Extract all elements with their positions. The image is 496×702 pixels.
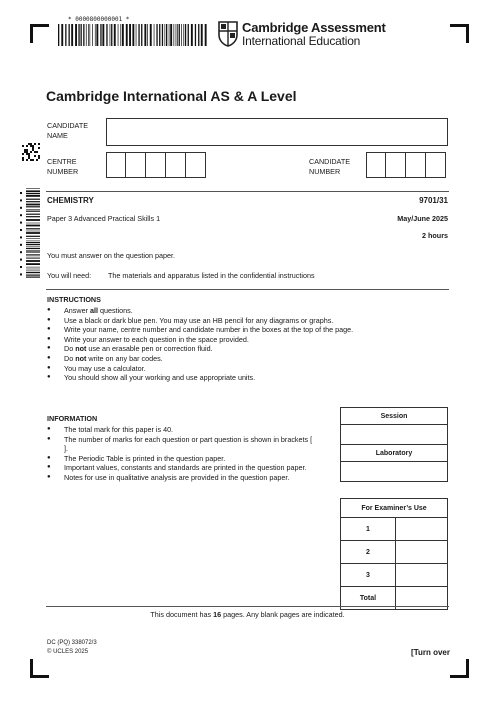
list-item: ● Do not use an erasable pen or correction fluid. [47, 344, 447, 354]
brand-name-line1: Cambridge Assessment [242, 20, 386, 35]
laboratory-label: Laboratory [341, 445, 448, 462]
list-item: ● Write your answer to each question in the space provided. [47, 335, 447, 345]
centre-number-boxes[interactable] [106, 152, 206, 178]
qr-code [22, 143, 40, 161]
information-list [47, 425, 329, 483]
crop-mark-top-right [450, 24, 469, 43]
page-count-text: pages. Any blank pages are indicated. [221, 610, 345, 619]
page-title: Cambridge International AS & A Level [46, 88, 297, 104]
examiner-row-label: 2 [341, 541, 396, 564]
page-count-text: This document has [150, 610, 214, 619]
list-item: ● Important values, constants and standards are printed in the question paper. [47, 463, 316, 473]
candidate-number-label: CANDIDATE NUMBER [309, 157, 350, 176]
subject: CHEMISTRY [47, 196, 94, 205]
list-item: ● Use a black or dark blue pen. You may use an HB pencil for any diagrams or graphs. [47, 316, 447, 326]
examiner-mark-cell[interactable] [396, 564, 448, 587]
candidate-number-box[interactable] [426, 152, 446, 178]
candidate-number-box[interactable] [406, 152, 426, 178]
list-item: ● You should show all your working and use appropriate units. [47, 373, 447, 383]
list-item: ● Write your name, centre number and candidate number in the boxes at the top of the page. [47, 325, 447, 335]
centre-number-label: CENTRE NUMBER [47, 157, 79, 176]
session-field[interactable] [341, 425, 448, 445]
candidate-name-label: CANDIDATE NAME [47, 121, 88, 140]
examiner-row-label: Total [341, 587, 396, 610]
side-barcode [18, 188, 40, 280]
crop-mark-bottom-right [450, 659, 469, 678]
page-count-note [46, 610, 449, 619]
examiner-mark-cell[interactable] [396, 518, 448, 541]
examiner-row-label: 1 [341, 518, 396, 541]
list-item: ● Do not write on any bar codes. [47, 354, 447, 364]
barcode-text: * 0000800000001 * [68, 16, 130, 23]
document-code: DC (PQ) 338072/3 [47, 640, 97, 646]
shield-logo-icon [218, 21, 238, 47]
paper-code: 9701/31 [419, 196, 448, 205]
centre-number-box[interactable] [126, 152, 146, 178]
examiner-heading: For Examiner’s Use [341, 499, 448, 518]
must-answer-note: You must answer on the question paper. [47, 251, 175, 260]
centre-number-box[interactable] [186, 152, 206, 178]
session-table [340, 407, 448, 482]
examiner-mark-cell[interactable] [396, 541, 448, 564]
paper-title: Paper 3 Advanced Practical Skills 1 [47, 214, 161, 223]
list-item: ● Answer all questions. [47, 306, 447, 316]
list-item: ● The total mark for this paper is 40. [47, 425, 329, 435]
instructions-heading: INSTRUCTIONS [47, 295, 101, 304]
centre-number-box[interactable] [146, 152, 166, 178]
you-will-need-value: The materials and apparatus listed in the confidential instructions [108, 271, 315, 280]
crop-mark-bottom-left [30, 659, 49, 678]
laboratory-field[interactable] [341, 462, 448, 482]
candidate-number-boxes[interactable] [366, 152, 446, 178]
examiner-row-label: 3 [341, 564, 396, 587]
candidate-name-box[interactable] [106, 118, 448, 146]
divider [46, 289, 449, 290]
turn-over: [Turn over [411, 648, 450, 657]
candidate-number-box[interactable] [366, 152, 386, 178]
paper-session: May/June 2025 [397, 214, 448, 223]
candidate-number-box[interactable] [386, 152, 406, 178]
list-item: ● The Periodic Table is printed in the question paper. [47, 454, 329, 464]
brand-name-line2: International Education [242, 34, 361, 48]
divider [46, 191, 449, 192]
instructions-list [47, 306, 447, 383]
centre-number-box[interactable] [106, 152, 126, 178]
examiner-table [340, 498, 448, 610]
copyright: © UCLES 2025 [47, 649, 89, 655]
centre-number-box[interactable] [166, 152, 186, 178]
list-item: ● Notes for use in qualitative analysis are provided in the question paper. [47, 473, 294, 483]
you-will-need-label: You will need: [47, 271, 92, 280]
crop-mark-top-left [30, 24, 49, 43]
list-item: ● The number of marks for each question or part question is shown in brackets [ ]. [47, 435, 316, 454]
top-barcode [58, 24, 208, 46]
session-label: Session [341, 408, 448, 425]
divider [46, 606, 449, 607]
list-item: ● You may use a calculator. [47, 364, 447, 374]
paper-duration: 2 hours [422, 231, 448, 240]
information-heading: INFORMATION [47, 414, 98, 423]
brand-logo [218, 21, 238, 47]
page-count-number: 16 [213, 610, 222, 619]
